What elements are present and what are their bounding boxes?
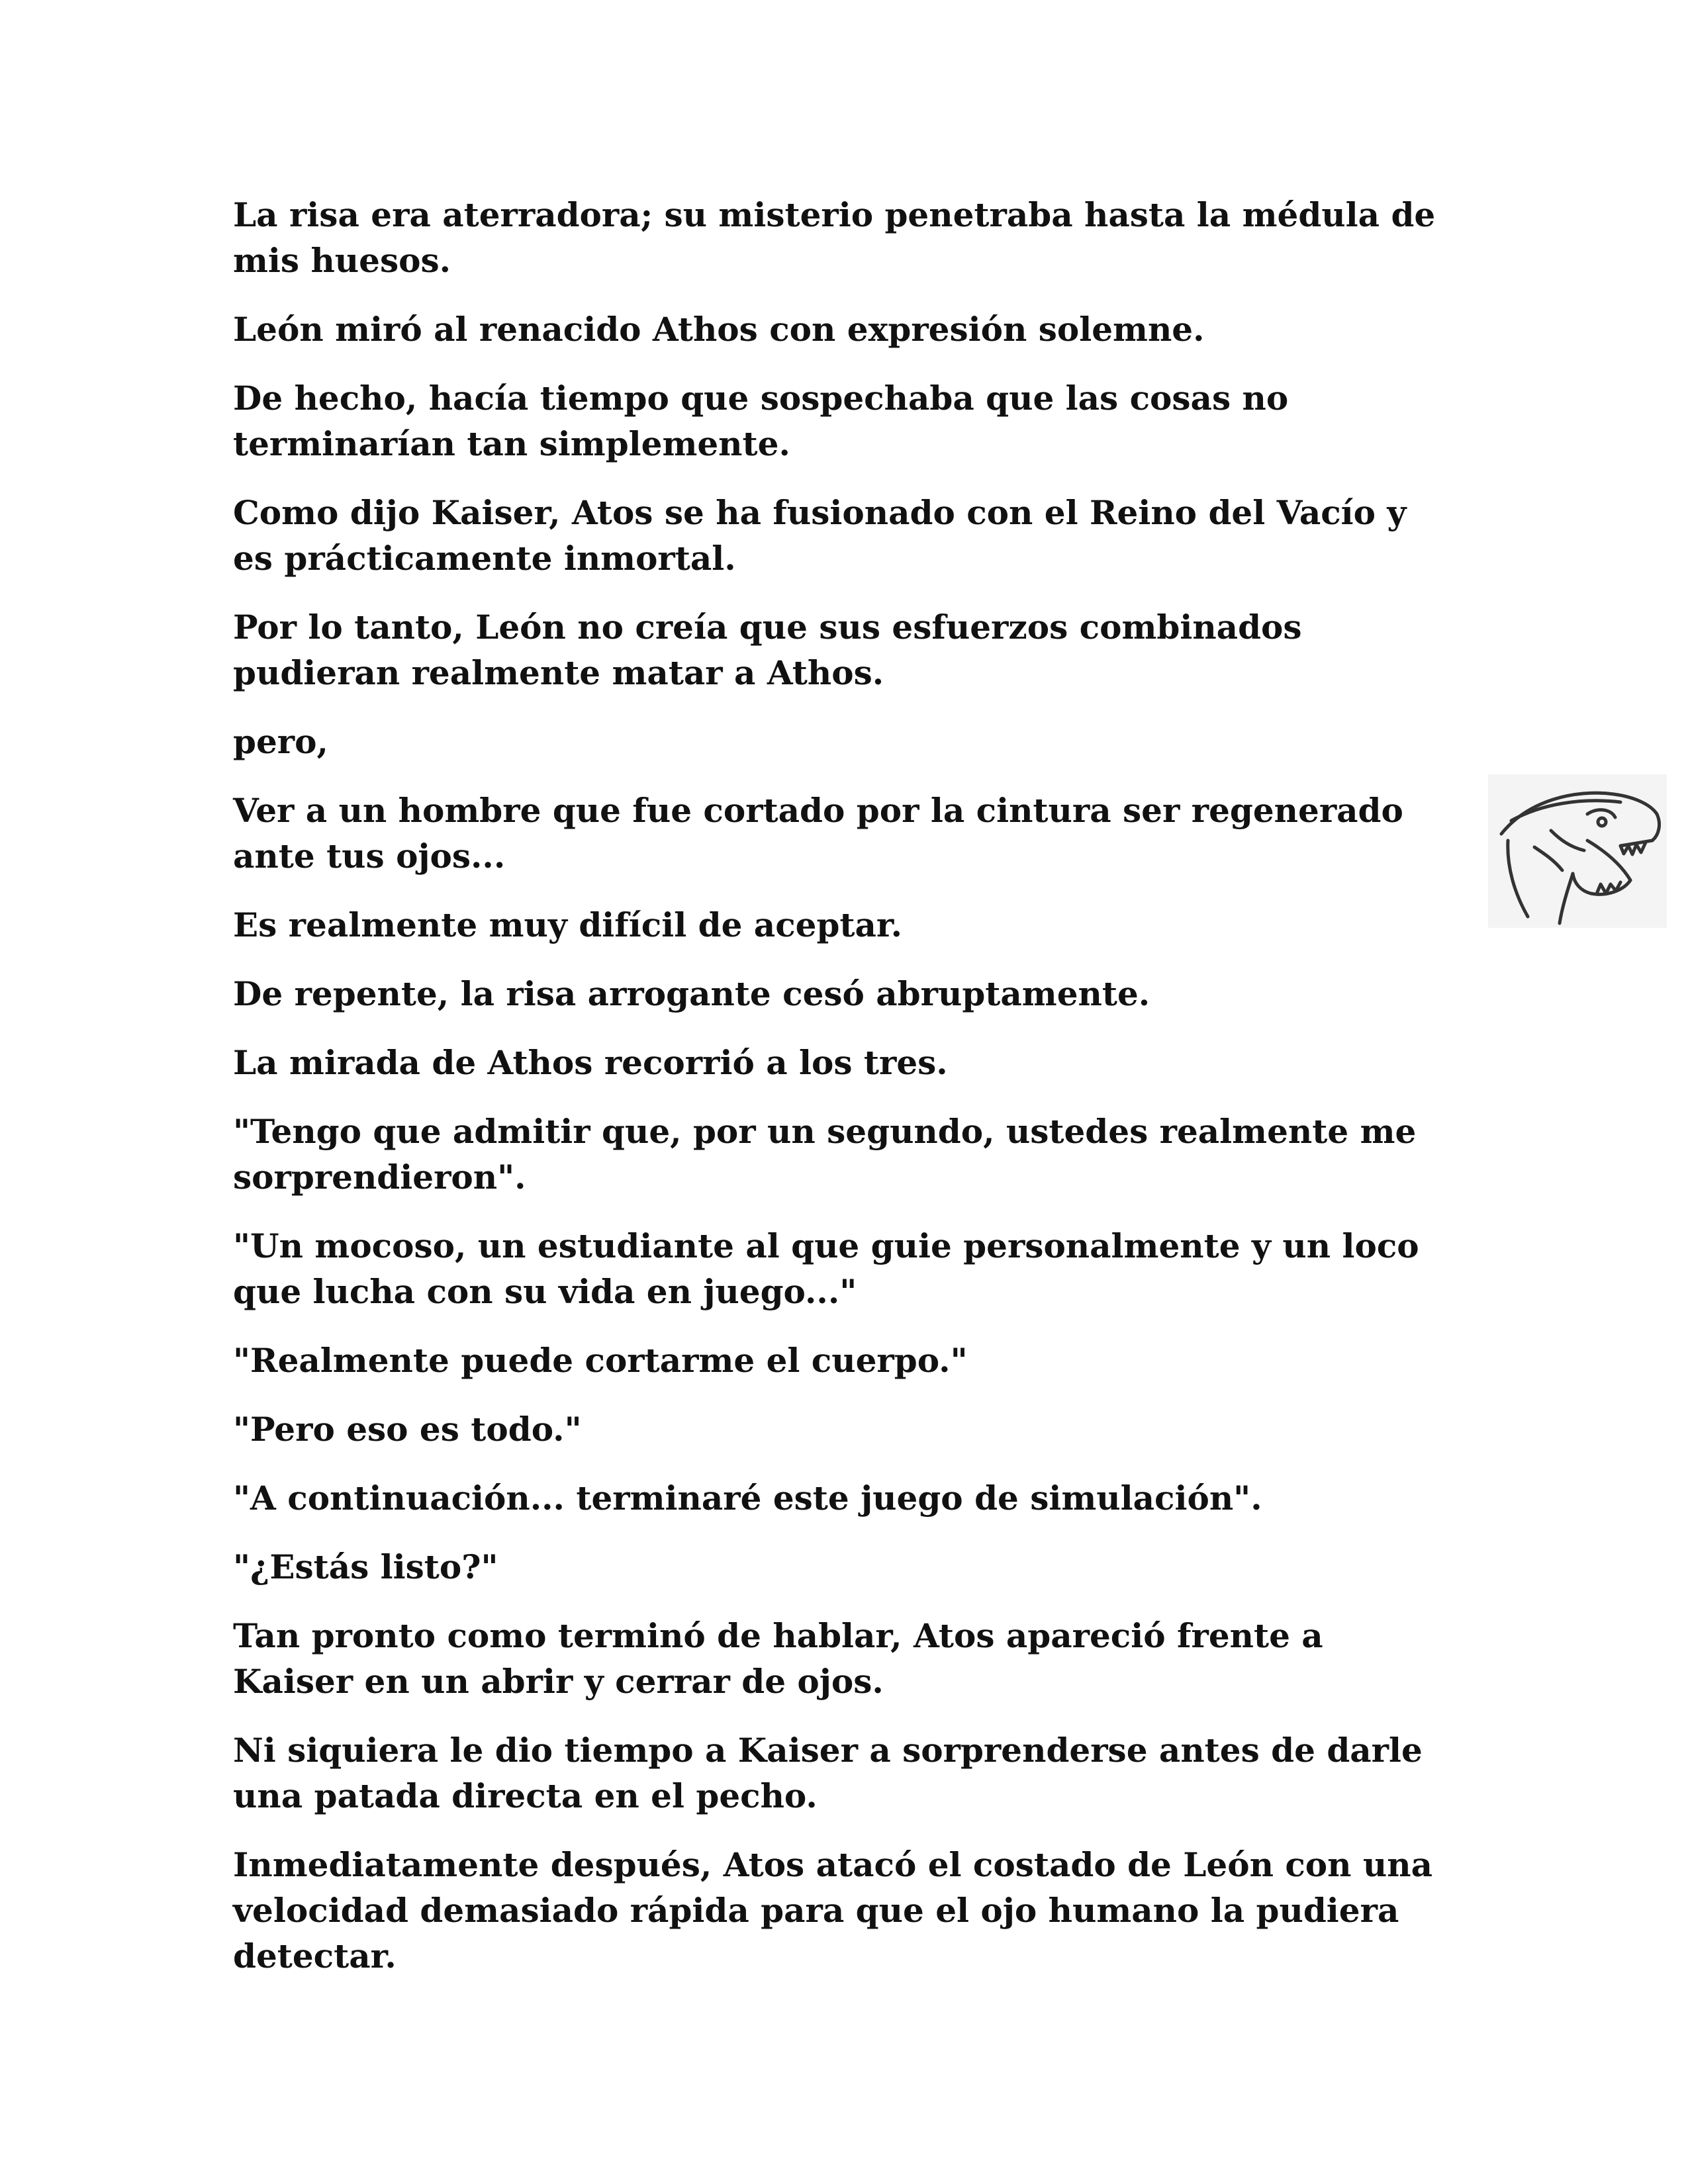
paragraph: "A continuación... terminaré este juego de simulación". <box>233 1479 1262 1518</box>
paragraph: "Pero eso es todo." <box>233 1410 582 1449</box>
paragraph: "¿Estás listo?" <box>233 1547 498 1586</box>
paragraph: Inmediatamente después, Atos atacó el costado de León con una velocidad demasiado rápida para que el ojo humano la pudiera detectar. <box>233 1845 1432 1976</box>
paragraph: Por lo tanto, León no creía que sus esfuerzos combinados pudieran realmente matar a Athos. <box>233 608 1302 692</box>
paragraph: De repente, la risa arrogante cesó abruptamente. <box>233 974 1150 1013</box>
paragraph: Tan pronto como terminó de hablar, Atos apareció frente a Kaiser en un abrir y cerrar de ojos. <box>233 1616 1323 1701</box>
paragraph: León miró al renacido Athos con expresión solemne. <box>233 310 1205 349</box>
dinosaur-head-icon <box>1488 774 1667 928</box>
paragraph: Como dijo Kaiser, Atos se ha fusionado con el Reino del Vacío y es prácticamente inmortal. <box>233 493 1407 578</box>
paragraph: pero, <box>233 722 328 761</box>
paragraph: Es realmente muy difícil de aceptar. <box>233 905 903 944</box>
paragraph: Ver a un hombre que fue cortado por la cintura ser regenerado ante tus ojos... <box>233 791 1403 876</box>
paragraph: "Un mocoso, un estudiante al que guie personalmente y un loco que lucha con su vida en juego..." <box>233 1226 1419 1311</box>
paragraph: "Realmente puede cortarme el cuerpo." <box>233 1341 968 1380</box>
paragraph: De hecho, hacía tiempo que sospechaba que las cosas no terminarían tan simplemente. <box>233 379 1289 463</box>
document-body <box>233 192 1444 2002</box>
paragraph: "Tengo que admitir que, por un segundo, ustedes realmente me sorprendieron". <box>233 1112 1417 1197</box>
paragraph: Ni siquiera le dio tiempo a Kaiser a sorprenderse antes de darle una patada directa en el pecho. <box>233 1731 1423 1815</box>
paragraph: La risa era aterradora; su misterio penetraba hasta la médula de mis huesos. <box>233 195 1436 280</box>
paragraph: La mirada de Athos recorrió a los tres. <box>233 1043 948 1082</box>
